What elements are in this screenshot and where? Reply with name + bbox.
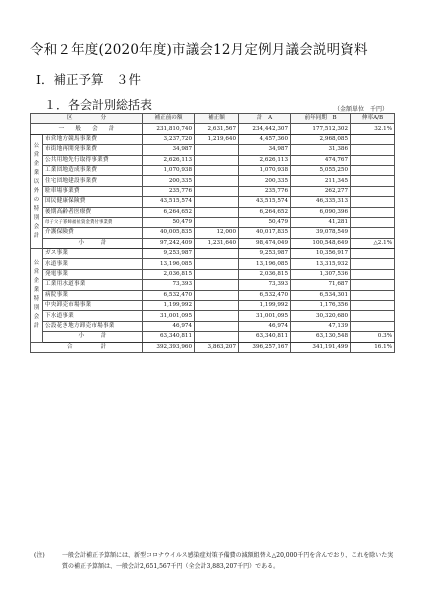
- row-total: 13,196,085: [239, 259, 291, 269]
- row-total: 200,335: [239, 176, 291, 186]
- row-prev: 71,687: [291, 280, 351, 290]
- row-amount: [195, 207, 239, 217]
- row-rate: [351, 155, 395, 165]
- table-row: [31, 155, 395, 165]
- row-name: 病院事業: [43, 290, 143, 300]
- row-amount: [195, 280, 239, 290]
- row-prev: 10,356,917: [291, 249, 351, 259]
- row-prev: 46,335,313: [291, 197, 351, 207]
- row-name: 水道事業: [43, 259, 143, 269]
- row-before: 46,974: [143, 321, 195, 331]
- row-prev: 39,078,549: [291, 228, 351, 238]
- table-row: [31, 197, 395, 207]
- group1-subtotal-row: [31, 238, 395, 248]
- group-label-char: 計: [33, 323, 40, 330]
- group1-label: [31, 134, 43, 248]
- row-amount: [195, 321, 239, 331]
- row-rate: [351, 165, 395, 175]
- table-row: [31, 176, 395, 186]
- subtotal-total: 63,340,811: [239, 332, 291, 342]
- grand-total-rate: 16.1%: [351, 342, 395, 352]
- row-before: 13,196,085: [143, 259, 195, 269]
- row-prev: 211,345: [291, 176, 351, 186]
- row-prev: 13,315,932: [291, 259, 351, 269]
- row-amount: [195, 217, 239, 227]
- row-amount: [195, 249, 239, 259]
- row-name: 住宅団地建設事業費: [43, 176, 143, 186]
- row-name: 公設花き地方卸売市場事業: [43, 321, 143, 331]
- row-prev: 6,090,396: [291, 207, 351, 217]
- row-name: 中央卸売市場事業: [43, 301, 143, 311]
- group-label-char: 以: [33, 178, 40, 185]
- row-rate: [351, 311, 395, 321]
- group-label-char: 業: [33, 287, 40, 294]
- row-total: 46,974: [239, 321, 291, 331]
- row-rate: [351, 249, 395, 259]
- group-label-char: の: [33, 196, 40, 203]
- row-total: 2,036,815: [239, 269, 291, 279]
- table-row: [31, 301, 395, 311]
- row-before: 1,199,992: [143, 301, 195, 311]
- row-total: 235,776: [239, 186, 291, 196]
- row-total: 73,393: [239, 280, 291, 290]
- row-amount: [195, 311, 239, 321]
- subtotal-rate: 0.3%: [351, 332, 395, 342]
- row-before: 200,335: [143, 176, 195, 186]
- row-amount: 12,000: [195, 228, 239, 238]
- row-rate: [351, 321, 395, 331]
- row-prev: 262,277: [291, 186, 351, 196]
- row-name: 国民健康保険費: [43, 197, 143, 207]
- table-row: [31, 186, 395, 196]
- table-row: [31, 321, 395, 331]
- general-before: 231,810,740: [143, 124, 195, 134]
- row-before: 2,626,113: [143, 155, 195, 165]
- row-name: 母子父子寡婦福祉資金貸付事業費: [43, 217, 143, 227]
- row-amount: [195, 290, 239, 300]
- row-before: 9,253,987: [143, 249, 195, 259]
- group-label-char: 企: [33, 278, 40, 285]
- row-rate: [351, 145, 395, 155]
- row-before: 6,532,470: [143, 290, 195, 300]
- group2-label: [31, 249, 43, 343]
- grand-total-total: 396,257,167: [239, 342, 291, 352]
- table-row: [31, 217, 395, 227]
- grand-total-name: 合 計: [31, 342, 143, 352]
- row-prev: 2,968,085: [291, 134, 351, 144]
- group2-subtotal-row: [31, 332, 395, 342]
- grand-total-before: 392,393,960: [143, 342, 195, 352]
- row-amount: [195, 197, 239, 207]
- row-total: 1,070,938: [239, 165, 291, 175]
- table-row: [31, 280, 395, 290]
- row-total: 1,199,992: [239, 301, 291, 311]
- row-name: 公共用地先行取得事業費: [43, 155, 143, 165]
- group-label-char: 特: [33, 205, 40, 212]
- row-before: 43,515,574: [143, 197, 195, 207]
- row-rate: [351, 301, 395, 311]
- table-row: [31, 311, 395, 321]
- row-prev: 6,534,301: [291, 290, 351, 300]
- group-label-char: 別: [33, 214, 40, 221]
- row-amount: [195, 165, 239, 175]
- row-amount: [195, 259, 239, 269]
- row-amount: [195, 155, 239, 165]
- row-rate: [351, 259, 395, 269]
- row-name: 工業団地造成事業費: [43, 165, 143, 175]
- row-amount: 1,219,640: [195, 134, 239, 144]
- row-rate: [351, 290, 395, 300]
- row-rate: [351, 186, 395, 196]
- row-before: 3,237,720: [143, 134, 195, 144]
- subtotal-prev: 63,130,548: [291, 332, 351, 342]
- table-row: [31, 290, 395, 300]
- group-label-char: 特: [33, 296, 40, 303]
- row-name: 発電事業: [43, 269, 143, 279]
- row-total: 40,017,835: [239, 228, 291, 238]
- general-total: 234,442,307: [239, 124, 291, 134]
- header-amount: 補正額: [195, 114, 239, 124]
- row-amount: [195, 176, 239, 186]
- table-header-row: [31, 114, 395, 124]
- section-heading: Ⅰ．補正予算 ３件: [36, 72, 141, 87]
- unit-note: （金額単位 千円）: [333, 106, 388, 113]
- row-rate: [351, 176, 395, 186]
- subtotal-amount: 1,231,640: [195, 238, 239, 248]
- row-total: 43,515,574: [239, 197, 291, 207]
- row-rate: [351, 217, 395, 227]
- table-row: [31, 249, 395, 259]
- footnote: 一般会計補正予算額には、新型コロナウイルス感染症対策予備費の減額組替え△20,000千円を含んでおり、これを除いた実質の補正予算額は、一般会計2,651,567千円（全会計3,883,207千円）である。: [62, 552, 394, 570]
- budget-summary-table: [30, 113, 395, 353]
- row-name: 駐車場事業費: [43, 186, 143, 196]
- grand-total-amount: 3,863,207: [195, 342, 239, 352]
- row-total: 6,532,470: [239, 290, 291, 300]
- row-prev: 30,320,680: [291, 311, 351, 321]
- row-name: 工業用水道事業: [43, 280, 143, 290]
- row-before: 73,393: [143, 280, 195, 290]
- subtotal-rate: △2.1%: [351, 238, 395, 248]
- row-name: 市街地再開発事業費: [43, 145, 143, 155]
- row-rate: [351, 197, 395, 207]
- subtotal-before: 97,242,409: [143, 238, 195, 248]
- header-before: 補正前の額: [143, 114, 195, 124]
- row-name: 下水道事業: [43, 311, 143, 321]
- general-account-row: [31, 124, 395, 134]
- row-before: 1,070,938: [143, 165, 195, 175]
- table-row: [31, 145, 395, 155]
- row-name: ガス事業: [43, 249, 143, 259]
- row-prev: 41,281: [291, 217, 351, 227]
- row-amount: [195, 186, 239, 196]
- row-rate: [351, 228, 395, 238]
- table-row: [31, 228, 395, 238]
- row-total: 4,457,360: [239, 134, 291, 144]
- subtotal-before: 63,340,811: [143, 332, 195, 342]
- table-row: [31, 269, 395, 279]
- subsection-heading: １．各会計別総括表: [44, 98, 153, 112]
- row-prev: 47,139: [291, 321, 351, 331]
- subtotal-name: 小 計: [43, 238, 143, 248]
- row-rate: [351, 280, 395, 290]
- note-label: (注): [34, 552, 45, 559]
- row-amount: [195, 301, 239, 311]
- header-total: 計 A: [239, 114, 291, 124]
- row-before: 31,001,095: [143, 311, 195, 321]
- general-prev: 177,512,302: [291, 124, 351, 134]
- row-total: 31,001,095: [239, 311, 291, 321]
- group-label-char: 公: [33, 260, 40, 267]
- general-amount: 2,631,567: [195, 124, 239, 134]
- row-prev: 5,055,250: [291, 165, 351, 175]
- row-amount: [195, 269, 239, 279]
- row-before: 2,036,815: [143, 269, 195, 279]
- row-rate: [351, 134, 395, 144]
- header-kubun: 区 分: [31, 114, 143, 124]
- subtotal-total: 98,474,049: [239, 238, 291, 248]
- group-label-char: 計: [33, 232, 40, 239]
- group-label-char: 公: [33, 142, 40, 149]
- group-label-char: 企: [33, 160, 40, 167]
- row-total: 34,987: [239, 145, 291, 155]
- grand-total-row: [31, 342, 395, 352]
- row-rate: [351, 269, 395, 279]
- row-prev: 474,767: [291, 155, 351, 165]
- group-label-char: 外: [33, 187, 40, 194]
- subtotal-name: 小 計: [43, 332, 143, 342]
- group-label-char: 会: [33, 314, 40, 321]
- subtotal-prev: 100,548,649: [291, 238, 351, 248]
- general-rate: 32.1%: [351, 124, 395, 134]
- row-before: 50,479: [143, 217, 195, 227]
- row-total: 6,264,652: [239, 207, 291, 217]
- header-rate: 伸率A/B: [351, 114, 395, 124]
- row-total: 9,253,987: [239, 249, 291, 259]
- row-name: 後期高齢者医療費: [43, 207, 143, 217]
- group-label-char: 営: [33, 269, 40, 276]
- row-total: 2,626,113: [239, 155, 291, 165]
- table-row: [31, 165, 395, 175]
- row-rate: [351, 207, 395, 217]
- table-row: [31, 207, 395, 217]
- header-prev: 前年同期 B: [291, 114, 351, 124]
- row-prev: 31,386: [291, 145, 351, 155]
- row-prev: 1,176,356: [291, 301, 351, 311]
- group-label-char: 会: [33, 223, 40, 230]
- row-prev: 1,307,536: [291, 269, 351, 279]
- page-title: 令和２年度(2020年度)市議会12月定例月議会説明資料: [30, 42, 368, 58]
- general-name: 一 般 会 計: [31, 124, 143, 134]
- subtotal-amount: [195, 332, 239, 342]
- row-before: 6,264,652: [143, 207, 195, 217]
- row-amount: [195, 145, 239, 155]
- table-row: [31, 134, 395, 144]
- row-name: 介護保険費: [43, 228, 143, 238]
- group-label-char: 業: [33, 169, 40, 176]
- group-label-char: 営: [33, 151, 40, 158]
- row-before: 34,987: [143, 145, 195, 155]
- row-before: 235,776: [143, 186, 195, 196]
- table-body: [31, 114, 395, 353]
- group-label-char: 別: [33, 305, 40, 312]
- table-row: [31, 259, 395, 269]
- row-total: 50,479: [239, 217, 291, 227]
- row-before: 40,005,835: [143, 228, 195, 238]
- grand-total-prev: 341,191,499: [291, 342, 351, 352]
- row-name: 市営地方競馬事業費: [43, 134, 143, 144]
